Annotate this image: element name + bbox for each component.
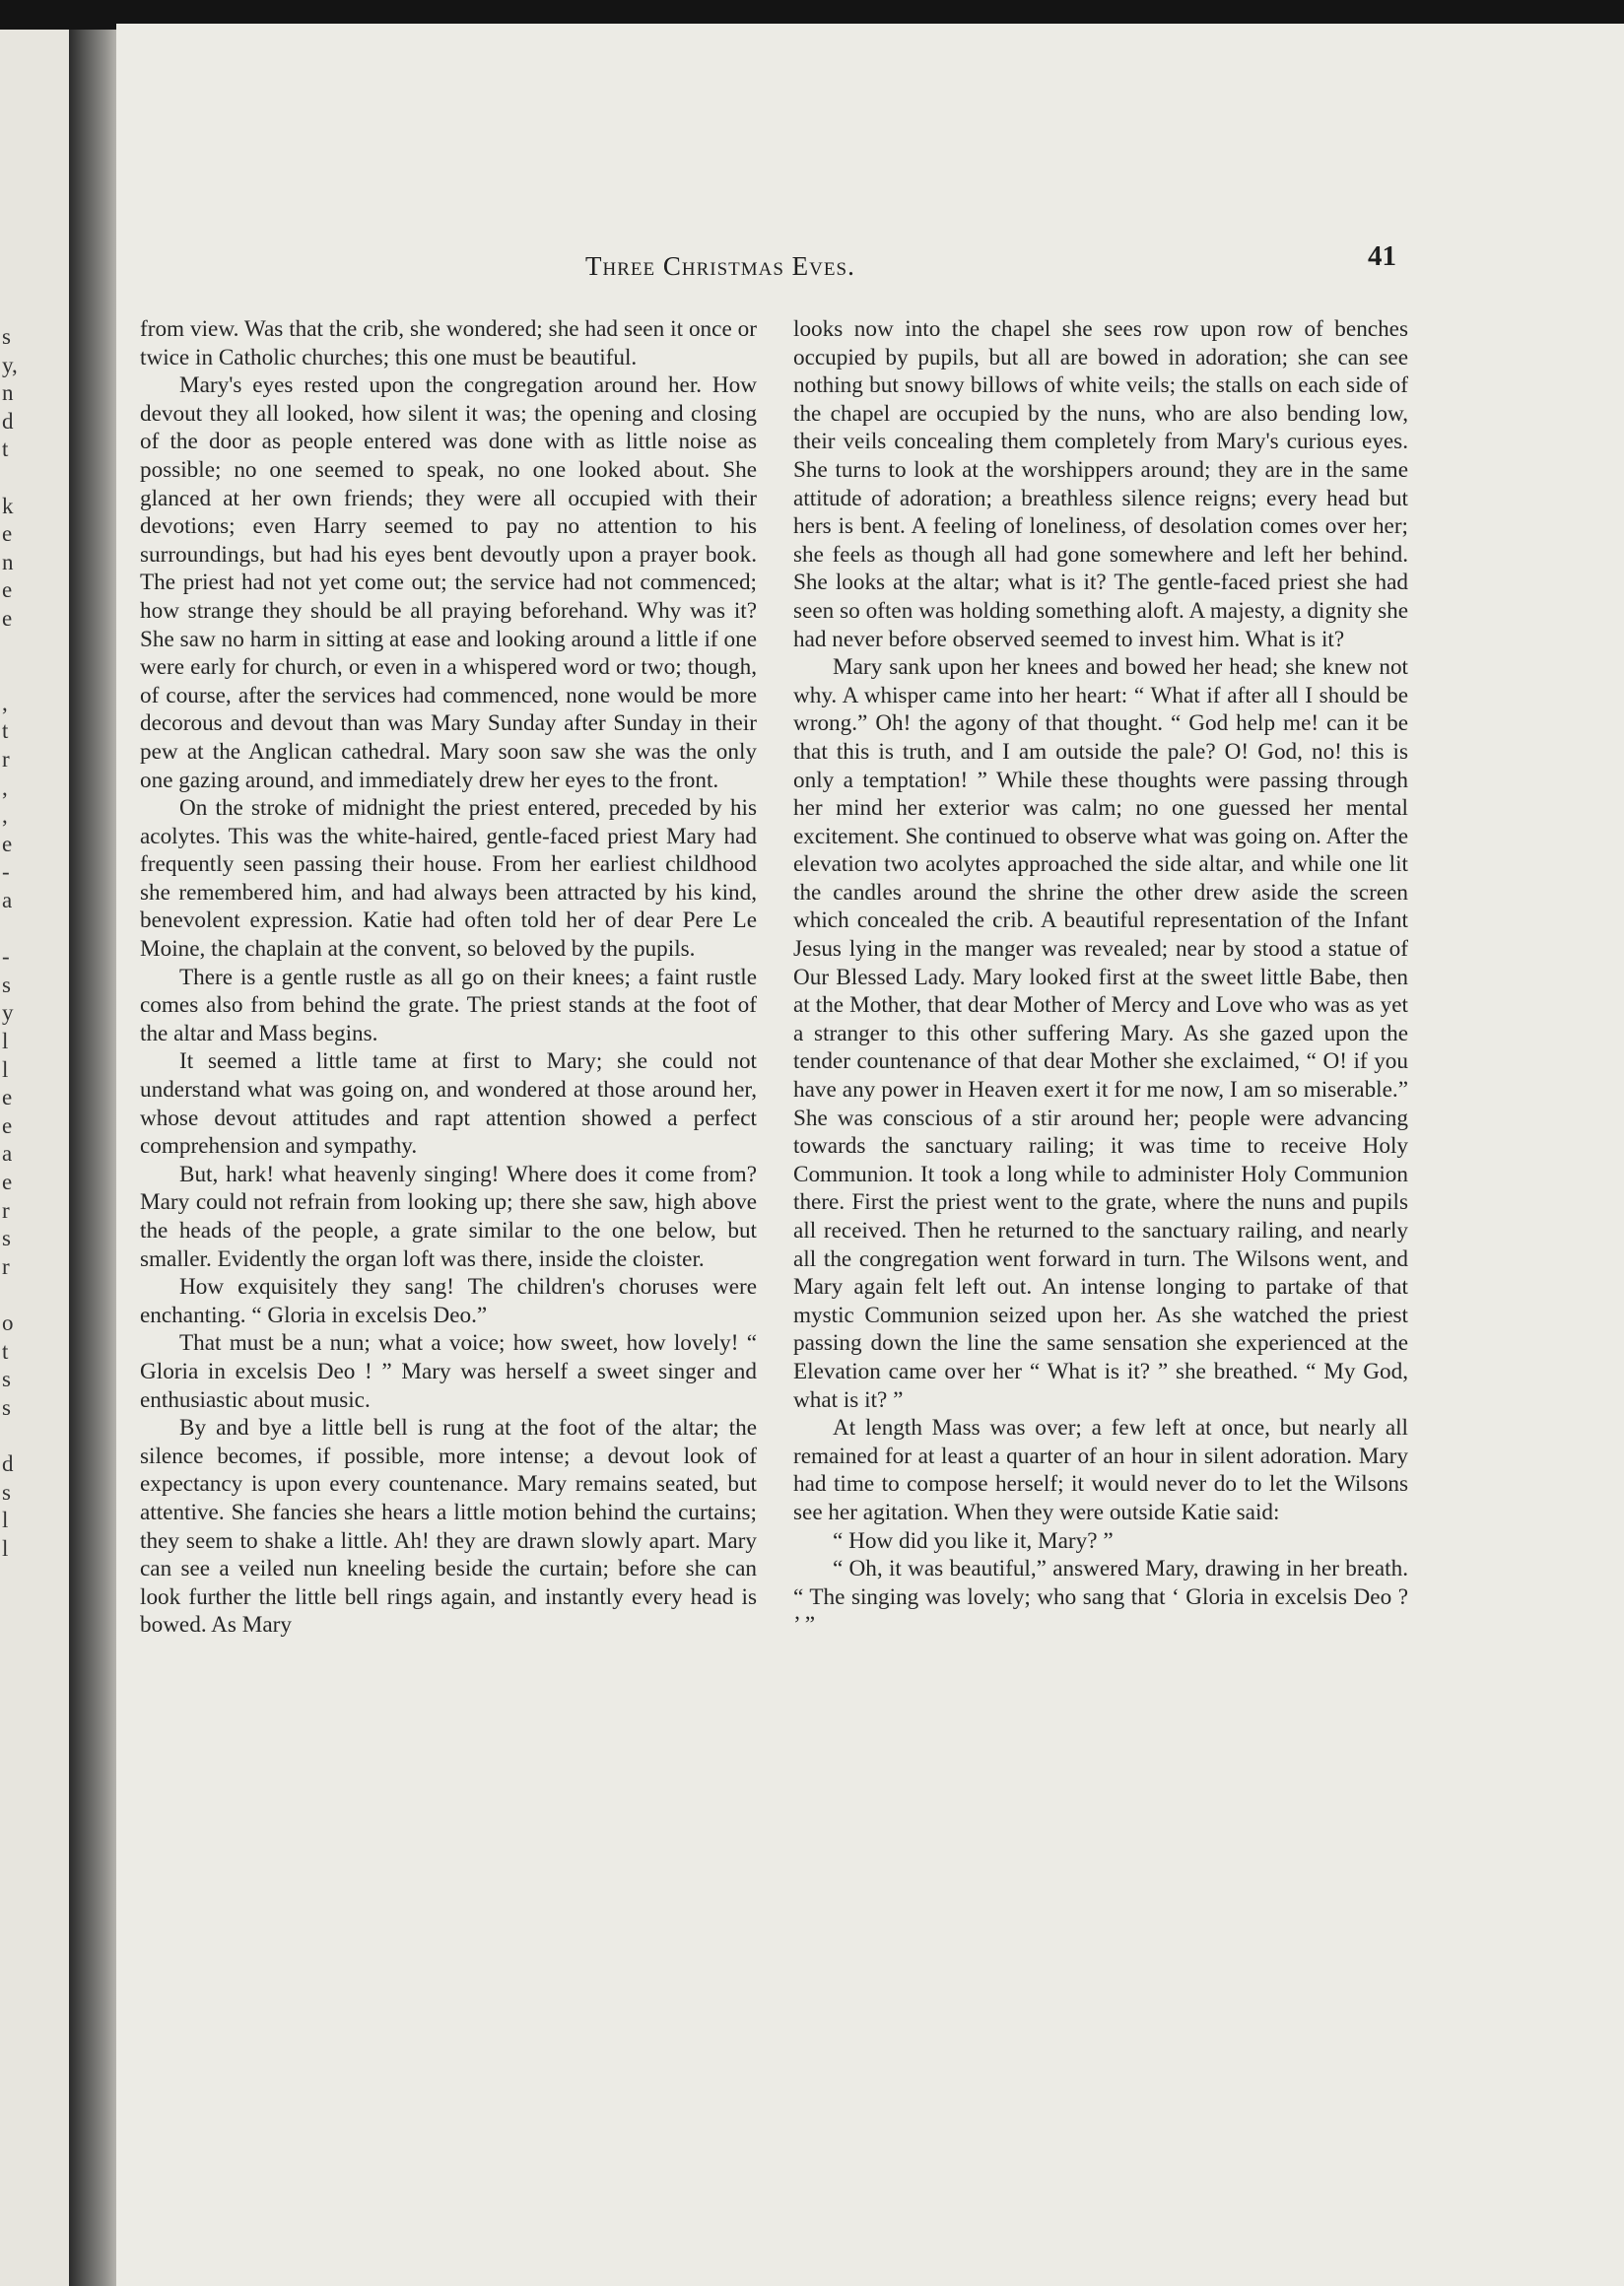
facing-page-fragment: y, xyxy=(2,352,18,377)
paragraph: There is a gentle rustle as all go on their knees; a faint rustle comes also from behind the grate. The priest stands at the foot of the altar and Mass begins. xyxy=(140,964,757,1046)
facing-page-fragment: s xyxy=(2,1479,11,1505)
paragraph: Mary's eyes rested upon the congregation around her. How devout they all looked, how silent it was; the opening and closing of the door as people entered was done with as little noise as possible; no one seemed to speak, no one looked about. She glanced at her own friends; they were all occupied with their devotions; even Harry seemed to pay no attention to his surroundings, but had his eyes bent devoutly upon a prayer book. The priest had not yet come out; the service had not commenced; how strange they should be all praying beforehand. Why was it? She saw no harm in sitting at ease and looking around a little if one were early for church, or even in a whispered word or two; though, of course, after the services had commenced, none would be more decorous and devout than was Mary Sunday after Sunday in their pew at the Anglican cathedral. Mary soon saw she was the only one gazing around, and immediately drew her eyes to the front. xyxy=(140,372,757,793)
facing-page-fragment: - xyxy=(2,859,10,885)
facing-page-fragment: t xyxy=(2,437,9,462)
text-column-left xyxy=(140,315,757,1640)
facing-page-fragment: k xyxy=(2,493,14,518)
facing-page-fragment: r xyxy=(2,1197,10,1223)
facing-page-fragment: , xyxy=(2,690,8,715)
paragraph: On the stroke of midnight the priest entered, preceded by his acolytes. This was the white-haired, gentle-faced priest Mary had frequently seen passing their house. From her earliest childhood she remembered him, and had always been attracted by his kind, benevolent expression. Katie had often told her of dear Pere Le Moine, the chaplain at the convent, so beloved by the pupils. xyxy=(140,795,757,963)
paragraph: At length Mass was over; a few left at once, but nearly all remained for at least a quarter of an hour in silent adoration. Mary had time to compose herself; it would never do to let the Wilsons see her agitation. When they were outside Katie said: xyxy=(793,1415,1408,1525)
facing-page-fragment: r xyxy=(2,747,10,772)
facing-page-edge xyxy=(0,30,73,2286)
facing-page-fragment: n xyxy=(2,549,14,574)
facing-page-fragment: r xyxy=(2,1253,10,1279)
paragraph: “ Oh, it was beautiful,” answered Mary, drawing in her breath. “ The singing was lovely; who sang that ‘ Gloria in excelsis Deo ? ’ ” xyxy=(793,1556,1408,1639)
facing-page-fragment: l xyxy=(2,1029,9,1053)
text-column-right xyxy=(793,315,1408,1640)
facing-page-fragment: e xyxy=(2,521,13,547)
facing-page-fragment: e xyxy=(2,577,13,603)
facing-page-fragment: e xyxy=(2,606,13,631)
facing-page-fragment: , xyxy=(2,774,8,800)
facing-page-fragment: e xyxy=(2,1170,13,1194)
paragraph: Mary sank upon her knees and bowed her head; she knew not why. A whisper came into her heart: “ What if after all I should be wrong.” Oh! the agony of that thought. “ God help me! can it be that this is truth, and I am outside the pale? O! God, no! this is only a temptation! ” While these thoughts were passing through her mind her exterior was calm; no one guessed her mental excitement. She continued to observe what was going on. After the elevation two acolytes approached the side altar, and while one lit the candles around the shrine the other drew aside the screen which concealed the crib. A beautiful representation of the Infant Jesus lying in the manger was revealed; near by stood a statue of Our Blessed Lady. Mary looked first at the sweet little Babe, then at the Mother, that dear Mother of Mercy and Love who was as yet a stranger to this other suffering Mary. As she gazed upon the tender countenance of that dear Mother she exclaimed, “ O! if you have any power in Heaven exert it for me now, I am so miserable.” She was conscious of a stir around her; people were advancing towards the sanctuary railing; it was time to receive Holy Communion. It took a long while to administer Holy Communion there. First the priest went to the grate, where the nuns and pupils all received. Then he returned to the sanctuary railing, and nearly all the congregation went forward in turn. The Wilsons went, and Mary again felt left out. An intense longing to partake of that mystic Communion seized upon her. As she watched the priest passing down the line the same sensation she experienced at the Elevation came over her “ What is it? ” she breathed. “ My God, what is it? ” xyxy=(793,654,1408,1413)
paragraph: But, hark! what heavenly singing! Where does it come from? Mary could not refrain from looking up; there she saw, high above the heads of the people, a grate similar to the one below, but smaller. Evidently the organ loft was there, inside the cloister. xyxy=(140,1161,757,1272)
paragraph: How exquisitely they sang! The children's choruses were enchanting. “ Gloria in excelsis Deo.” xyxy=(140,1274,757,1328)
facing-page-fragment: s xyxy=(2,1394,11,1420)
facing-page-fragment: s xyxy=(2,324,11,349)
facing-page-fragment: l xyxy=(2,1535,9,1561)
paragraph: “ How did you like it, Mary? ” xyxy=(833,1527,1114,1554)
paragraph: It seemed a little tame at first to Mary; she could not understand what was going on, and wondered at those around her, whose devout attitudes and rapt attention showed a perfect comprehension and sympathy. xyxy=(140,1048,757,1160)
facing-page-fragment: s xyxy=(2,1226,11,1251)
paragraph: from view. Was that the crib, she wondered; she had seen it once or twice in Catholic churches; this one must be beautiful. xyxy=(140,316,757,370)
facing-page-fragment: t xyxy=(2,718,9,744)
facing-page-fragment: n xyxy=(2,380,14,406)
facing-page-fragment: , xyxy=(2,803,8,829)
facing-page-fragment: d xyxy=(2,408,14,434)
facing-page-fragment: l xyxy=(2,1508,9,1533)
facing-page-fragment: e xyxy=(2,831,13,856)
facing-page-fragment: l xyxy=(2,1056,9,1082)
facing-page-fragment: a xyxy=(2,1141,13,1167)
paragraph: looks now into the chapel she sees row upon row of benches occupied by pupils, but all are bowed in adoration; she can see nothing but snowy billows of white veils; the stalls on each side of the chapel are occupied by the nuns, who are also bending low, their veils concealing them completely from Mary's curious eyes. She turns to look at the worshippers around; they are in the same attitude of adoration; a breathless silence reigns; every head but hers is bent. A feeling of loneliness, of desolation comes over her; she feels as though all had gone somewhere and left her behind. She looks at the altar; what is it? The gentle-faced priest she had seen so often was holding something aloft. A majesty, a dignity she had never before observed seemed to invest him. What is it? xyxy=(793,316,1408,652)
facing-page-fragment: y xyxy=(2,1000,14,1026)
paragraph: By and bye a little bell is rung at the foot of the altar; the silence becomes, if possible, more intense; a devout look of expectancy is upon every countenance. Mary remains seated, but attentive. She fancies she hears a little motion behind the curtains; they seem to shake a little. Ah! they are drawn slowly apart. Mary can see a veiled nun kneeling beside the curtain; before she can look further the little bell rings again, and instantly every head is bowed. As Mary xyxy=(140,1415,757,1639)
facing-page-fragment: d xyxy=(2,1451,14,1476)
facing-page-fragment: e xyxy=(2,1085,13,1110)
facing-page-fragment: - xyxy=(2,944,10,970)
running-head: Three Christmas Eves. xyxy=(585,251,855,281)
facing-page-fragment: s xyxy=(2,972,11,997)
paragraph: That must be a nun; what a voice; how sweet, how lovely! “ Gloria in excelsis Deo ! ” Mary was herself a sweet singer and enthusiastic about music. xyxy=(140,1330,757,1413)
facing-page-fragment: o xyxy=(2,1311,14,1335)
facing-page-fragment: e xyxy=(2,1112,13,1138)
page-number: 41 xyxy=(1368,240,1396,272)
facing-page-fragment: t xyxy=(2,1338,9,1364)
facing-page-fragment: s xyxy=(2,1367,11,1392)
facing-page-fragment: a xyxy=(2,888,13,912)
